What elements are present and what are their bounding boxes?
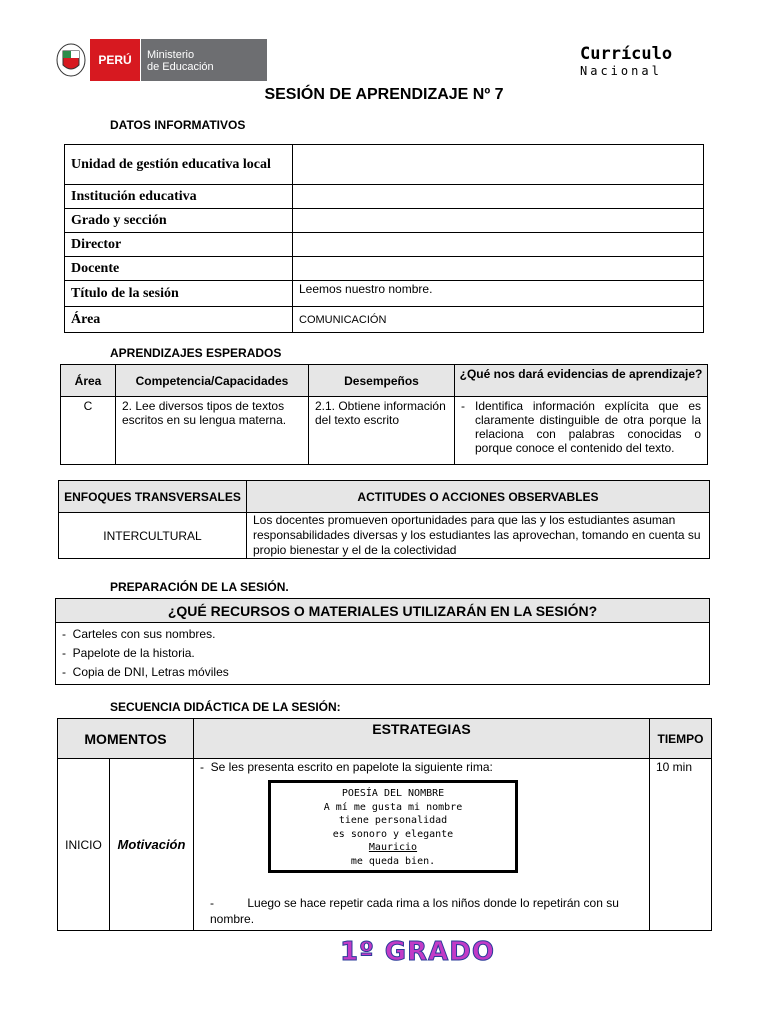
recursos-list — [56, 623, 710, 685]
label-grado: Grado y sección — [65, 209, 293, 233]
poem-line: me queda bien. — [350, 855, 436, 867]
cell-tiempo: 10 min — [650, 759, 712, 931]
poem-line: es sonoro y elegante — [332, 828, 454, 840]
cell-inicio: INICIO — [58, 759, 110, 931]
value-docente — [293, 257, 704, 281]
header-desempenos: Desempeños — [309, 365, 455, 397]
peru-shield-icon — [52, 39, 90, 81]
poem-line: A mí me gusta mi nombre — [323, 801, 463, 813]
cell-evidencia: - Identifica información explícita que es claramente distinguible de otra porque la relaciona con palabras conocidas o porque conoce el contenido del texto. — [455, 397, 708, 465]
strategy-1: Se les presenta escrito en papelote la siguiente rima: — [210, 760, 493, 774]
header-tiempo: TIEMPO — [650, 719, 712, 759]
header-momentos: MOMENTOS — [58, 719, 194, 759]
poem-line: tiene personalidad — [338, 815, 448, 826]
page-title: SESIÓN DE APRENDIZAJE Nº 7 — [264, 86, 504, 103]
cell-motivacion: Motivación — [110, 759, 194, 931]
poem-line: POESÍA DEL NOMBRE — [341, 788, 445, 799]
poem-box — [268, 780, 518, 873]
cell-area: C — [61, 397, 116, 465]
list-item: - Papelote de la historia. — [62, 646, 195, 660]
value-ugel — [293, 145, 704, 185]
value-institucion — [293, 185, 704, 209]
preparacion-heading: PREPARACIÓN DE LA SESIÓN. — [110, 580, 289, 594]
datos-heading: DATOS INFORMATIVOS — [110, 118, 246, 132]
label-area: Área — [65, 307, 293, 333]
header-evidencias: ¿Qué nos dará evidencias de aprendizaje? — [455, 365, 708, 397]
datos-table — [64, 144, 704, 333]
value-titulo: Leemos nuestro nombre. — [293, 281, 704, 307]
label-institucion: Institución educativa — [65, 185, 293, 209]
minedu-logo — [52, 39, 267, 81]
aprendizajes-table — [60, 364, 708, 465]
ministerio-label: Ministerio de Educación — [140, 39, 267, 81]
secuencia-heading: SECUENCIA DIDÁCTICA DE LA SESIÓN: — [110, 700, 341, 714]
recursos-table — [55, 598, 710, 685]
list-item: - Copia de DNI, Letras móviles — [62, 665, 229, 679]
label-ugel: Unidad de gestión educativa local — [65, 145, 293, 185]
aprendizajes-heading: APRENDIZAJES ESPERADOS — [110, 346, 282, 360]
value-director — [293, 233, 704, 257]
value-area: COMUNICACIÓN — [293, 307, 704, 333]
enfoques-table — [58, 480, 710, 559]
header-actitudes: ACTITUDES O ACCIONES OBSERVABLES — [247, 481, 710, 513]
label-director: Director — [65, 233, 293, 257]
grade-label: 1º GRADO — [340, 937, 495, 967]
label-titulo: Título de la sesión — [65, 281, 293, 307]
cell-actitud: Los docentes promueven oportunidades para que las y los estudiantes asuman responsabilidades diversas y los estudiantes las aprovechan, tomando en cuenta su propio bienestar y el de la colectividad — [247, 513, 710, 559]
header-area: Área — [61, 365, 116, 397]
list-item: - Carteles con sus nombres. — [62, 627, 216, 641]
cell-desempeno: 2.1. Obtiene información del texto escrito — [309, 397, 455, 465]
label-docente: Docente — [65, 257, 293, 281]
peru-label: PERÚ — [90, 39, 140, 81]
poem-line: Mauricio — [368, 842, 418, 853]
header-enfoques: ENFOQUES TRANSVERSALES — [59, 481, 247, 513]
cell-competencia: 2. Lee diversos tipos de textos escritos en su lengua materna. — [116, 397, 309, 465]
cell-estrategias: - Se les presenta escrito en papelote la siguiente rima: - Luego se hace repetir cada rima a los niños donde lo repetirán con su nombre. — [194, 759, 650, 931]
cell-enfoque: INTERCULTURAL — [59, 513, 247, 559]
header-estrategias: ESTRATEGIAS — [194, 719, 650, 759]
value-grado — [293, 209, 704, 233]
strategy-2: - Luego se hace repetir cada rima a los niños donde lo repetirán con su nombre. — [210, 896, 619, 926]
recursos-question: ¿QUÉ RECURSOS O MATERIALES UTILIZARÁN EN LA SESIÓN? — [56, 599, 710, 623]
header-competencia: Competencia/Capacidades — [116, 365, 309, 397]
curriculo-logo: Currículo Nacional — [580, 44, 673, 78]
